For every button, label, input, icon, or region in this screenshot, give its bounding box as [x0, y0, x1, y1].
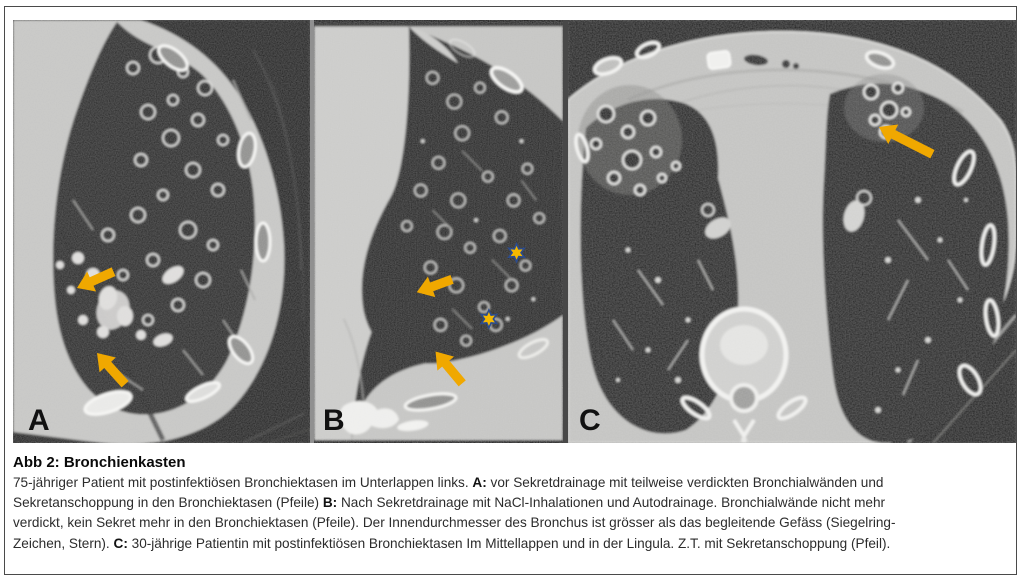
caption-title: Abb 2: Bronchienkasten: [13, 454, 186, 471]
caption-line: Zeichen, Stern). C: 30-jährige Patientin mit postinfektiösen Bronchiektasen Im Mittellappen und in der Lingula. Z.T. mit Sekretanschoppung (Pfeil).: [13, 535, 891, 551]
ct-anatomy-c: [568, 20, 1016, 443]
panel-label-a: A: [28, 404, 50, 437]
ct-panel-c: [568, 20, 1016, 443]
caption-body: [13, 473, 1013, 554]
ct-image-c: [568, 20, 1016, 443]
panel-label-c: C: [579, 404, 601, 437]
ct-image-b: [314, 20, 563, 443]
ct-anatomy-b: [314, 23, 563, 441]
ct-image-a: [13, 20, 310, 443]
panel-label-b: B: [323, 404, 345, 437]
ct-panel-a: [13, 20, 310, 443]
figure-caption: [13, 453, 1013, 554]
caption-line: Sekretanschoppung in den Bronchiektasen (Pfeile) B: Nach Sekretdrainage mit NaCl-Inhalationen und Autodrainage. Bronchialwände nicht mehr: [13, 495, 886, 511]
caption-line: 75-jähriger Patient mit postinfektiösen Bronchiektasen im Unterlappen links. A: vor Sekretdrainage mit teilweise verdickten Bronchialwänden und: [13, 475, 884, 490]
ct-anatomy-a: [13, 20, 310, 443]
caption-line: verdickt, kein Sekret mehr in den Bronchiektasen (Pfeile). Der Innendurchmesser des Bronchus ist grösser als das begleitende Gefäss (Siegelring-: [13, 515, 896, 531]
ct-panel-b: [314, 20, 563, 443]
